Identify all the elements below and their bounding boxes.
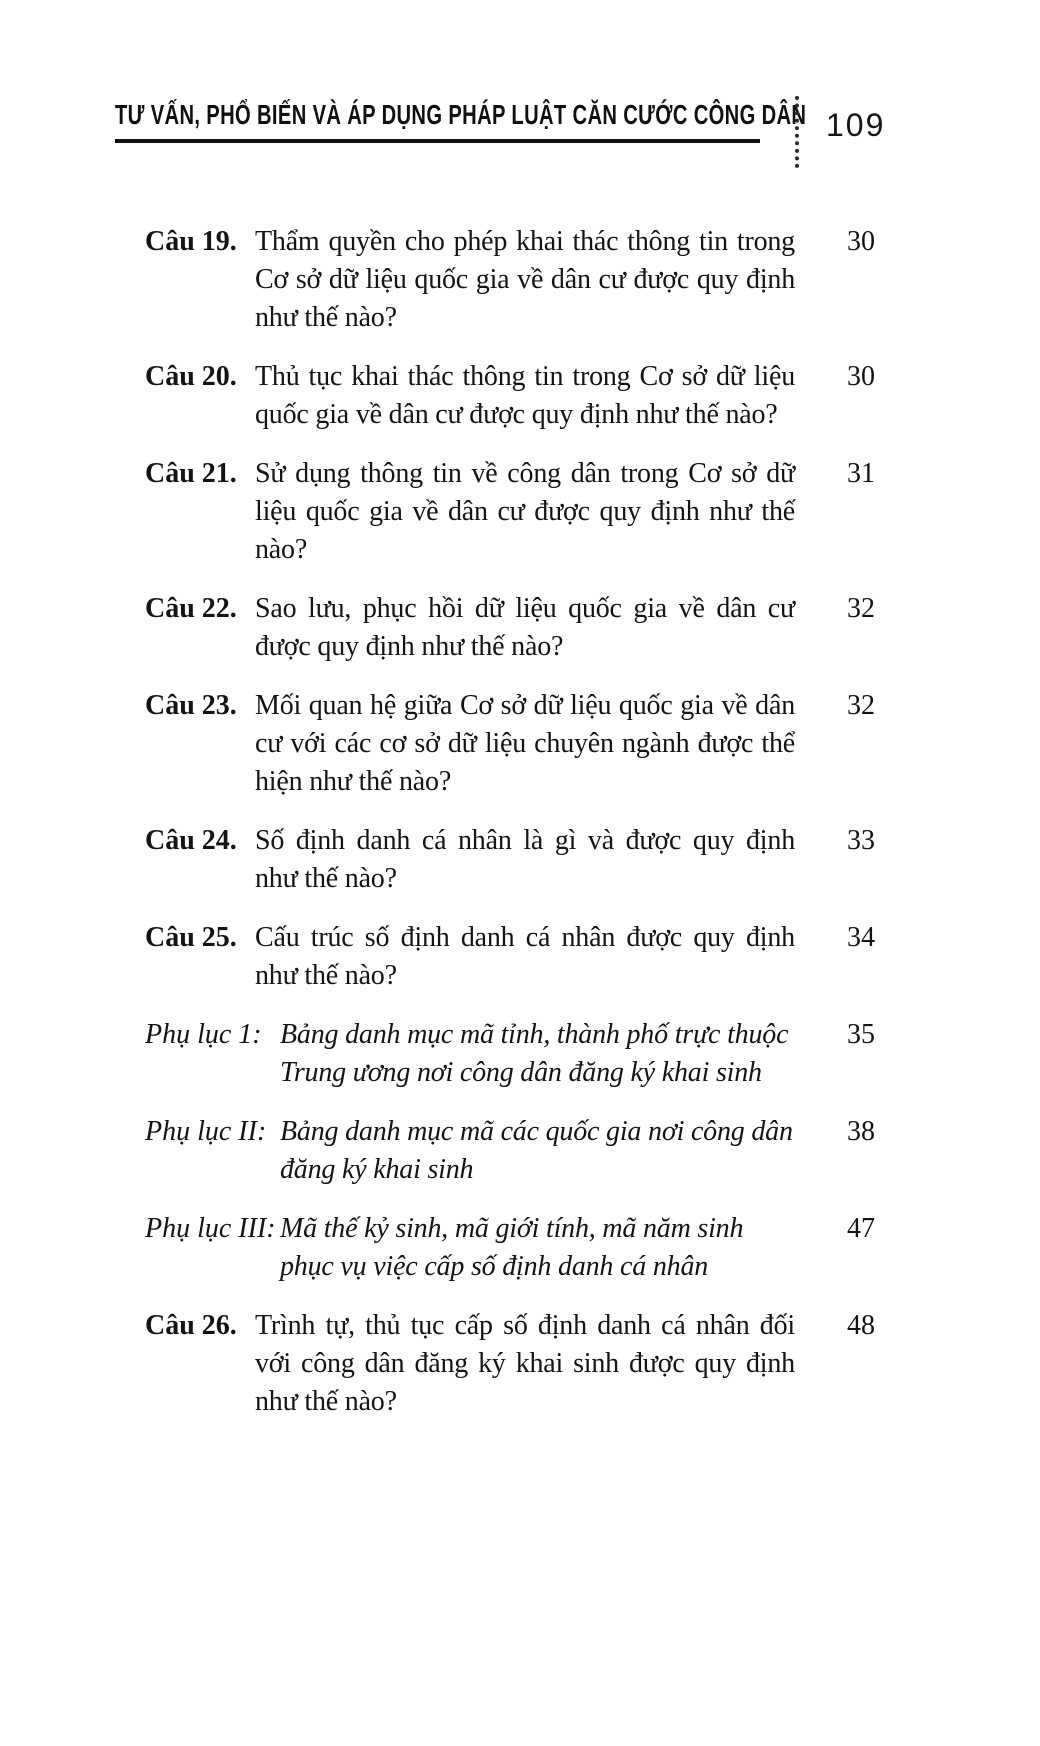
running-header-title: TƯ VẤN, PHỔ BIẾN VÀ ÁP DỤNG PHÁP LUẬT CĂN CƯỚC CÔNG DÂN <box>115 99 807 130</box>
page-number: 109 <box>826 107 886 143</box>
toc-entry-page: 30 <box>847 361 875 392</box>
toc-entry-label: Câu 21. <box>145 458 237 489</box>
toc-entry-text: Mối quan hệ giữa Cơ sở dữ liệu quốc gia về dân cư với các cơ sở dữ liệu chuyên ngành được thể hiện như thế nào? <box>255 690 795 797</box>
toc-entry <box>145 1210 875 1286</box>
toc-entry <box>145 455 875 569</box>
toc-entry-label: Câu 26. <box>145 1310 237 1341</box>
toc-entry-page: 32 <box>847 690 875 721</box>
toc-entry-label: Câu 19. <box>145 226 237 257</box>
toc-entry-page: 38 <box>847 1116 875 1147</box>
toc-entry <box>145 223 875 337</box>
toc-entry-text: Sao lưu, phục hồi dữ liệu quốc gia về dân cư được quy định như thế nào? <box>255 593 795 662</box>
toc-entry <box>145 919 875 995</box>
header-dotted-divider <box>795 96 799 168</box>
toc-entry-text: Thủ tục khai thác thông tin trong Cơ sở dữ liệu quốc gia về dân cư được quy định như thế nào? <box>255 361 795 430</box>
toc-entry-text: Mã thế kỷ sinh, mã giới tính, mã năm sinh phục vụ việc cấp số định danh cá nhân <box>280 1213 744 1282</box>
toc-entry <box>145 590 875 666</box>
toc-entry <box>145 1113 875 1189</box>
toc-entry-text: Sử dụng thông tin về công dân trong Cơ sở dữ liệu quốc gia về dân cư được quy định như thế nào? <box>255 458 795 565</box>
table-of-contents <box>145 223 875 1421</box>
toc-entry <box>145 822 875 898</box>
toc-entry <box>145 358 875 434</box>
toc-entry-label: Phụ lục II: <box>145 1116 267 1147</box>
toc-entry-label: Phụ lục 1: <box>145 1019 262 1050</box>
toc-entry-label: Câu 20. <box>145 361 237 392</box>
toc-entry-text: Số định danh cá nhân là gì và được quy định như thế nào? <box>255 825 795 894</box>
toc-entry-label: Câu 22. <box>145 593 237 624</box>
toc-entry-label: Phụ lục III: <box>145 1213 276 1244</box>
toc-entry-page: 35 <box>847 1019 875 1050</box>
toc-entry-page: 30 <box>847 226 875 257</box>
toc-entry-text: Cấu trúc số định danh cá nhân được quy định như thế nào? <box>255 922 795 991</box>
toc-entry-page: 32 <box>847 593 875 624</box>
toc-entry <box>145 687 875 801</box>
toc-entry-text: Thẩm quyền cho phép khai thác thông tin trong Cơ sở dữ liệu quốc gia về dân cư được quy định như thế nào? <box>255 226 795 333</box>
toc-entry-page: 48 <box>847 1310 875 1341</box>
toc-entry-text: Bảng danh mục mã tỉnh, thành phố trực thuộc Trung ương nơi công dân đăng ký khai sinh <box>280 1019 789 1088</box>
toc-entry <box>145 1016 875 1092</box>
toc-entry-text: Bảng danh mục mã các quốc gia nơi công dân đăng ký khai sinh <box>280 1116 793 1185</box>
toc-entry <box>145 1307 875 1421</box>
toc-entry-label: Câu 25. <box>145 922 237 953</box>
running-header <box>0 100 1040 170</box>
toc-entry-page: 47 <box>847 1213 875 1244</box>
running-header-underline <box>115 99 807 143</box>
toc-entry-label: Câu 23. <box>145 690 237 721</box>
toc-entry-page: 31 <box>847 458 875 489</box>
toc-entry-text: Trình tự, thủ tục cấp số định danh cá nhân đối với công dân đăng ký khai sinh được quy định như thế nào? <box>255 1310 795 1417</box>
toc-entry-page: 34 <box>847 922 875 953</box>
toc-entry-label: Câu 24. <box>145 825 237 856</box>
toc-entry-page: 33 <box>847 825 875 856</box>
